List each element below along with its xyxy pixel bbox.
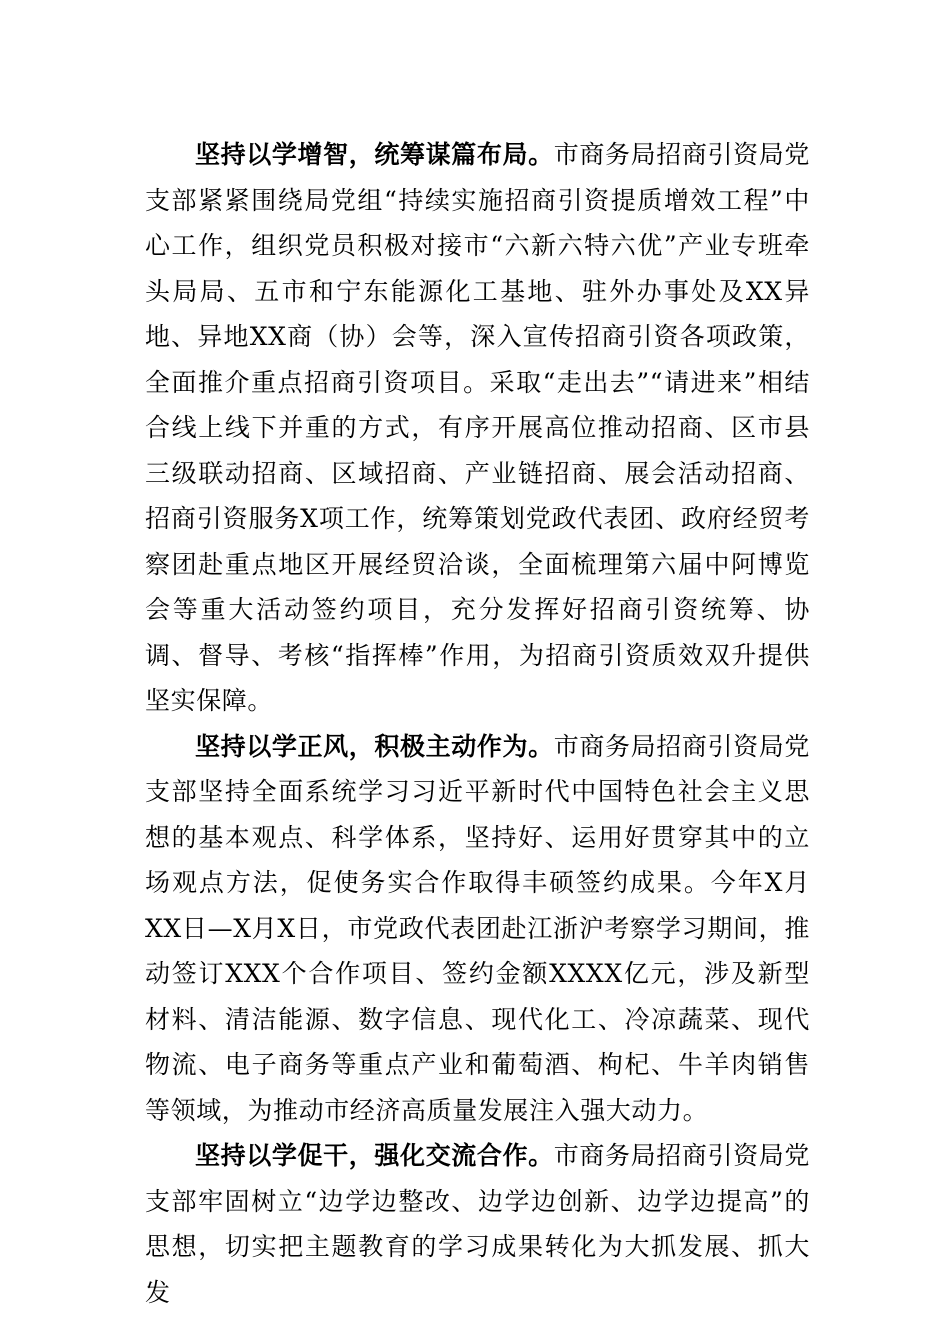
paragraph-2 [145, 724, 810, 1134]
paragraph-1-body: 市商务局招商引资局党支部紧紧围绕局党组“持续实施招商引资提质增效工程”中心工作，组织党员积极对接市“六新六特六优”产业专班牵头局局、五市和宁东能源化工基地、驻外办事处及XX异地、异地XX商（协）会等，深入宣传招商引资各项政策，全面推介重点招商引资项目。采取“走出去”“请进来”相结合线上线下并重的方式，有序开展高位推动招商、区市县三级联动招商、区域招商、产业链招商、展会活动招商、招商引资服务X项工作，统筹策划党政代表团、政府经贸考察团赴重点地区开展经贸洽谈，全面梳理第六届中阿博览会等重大活动签约项目，充分发挥好招商引资统筹、协调、督导、考核“指挥棒”作用，为招商引资质效双升提供坚实保障。 [145, 140, 810, 715]
paragraph-1-heading: 坚持以学增智，统筹谋篇布局。 [195, 140, 554, 169]
paragraph-1 [145, 132, 810, 724]
paragraph-2-body: 市商务局招商引资局党支部坚持全面系统学习习近平新时代中国特色社会主义思想的基本观点、科学体系，坚持好、运用好贯穿其中的立场观点方法，促使务实合作取得丰硕签约成果。今年X月XX日—X月X日，市党政代表团赴江浙沪考察学习期间，推动签订XXX个合作项目、签约金额XXXX亿元，涉及新型材料、清洁能源、数字信息、现代化工、冷凉蔬菜、现代物流、电子商务等重点产业和葡萄酒、枸杞、牛羊肉销售等领域，为推动市经济高质量发展注入强大动力。 [145, 731, 810, 1125]
paragraph-3-body: 市商务局招商引资局党支部牢固树立“边学边整改、边学边创新、边学边提高”的思想，切实把主题教育的学习成果转化为大抓发展、抓大发 [145, 1141, 810, 1307]
paragraph-3-heading: 坚持以学促干，强化交流合作。 [195, 1141, 554, 1170]
paragraph-3 [145, 1133, 810, 1315]
document-page [145, 132, 810, 1315]
paragraph-2-heading: 坚持以学正风，积极主动作为。 [195, 731, 554, 761]
